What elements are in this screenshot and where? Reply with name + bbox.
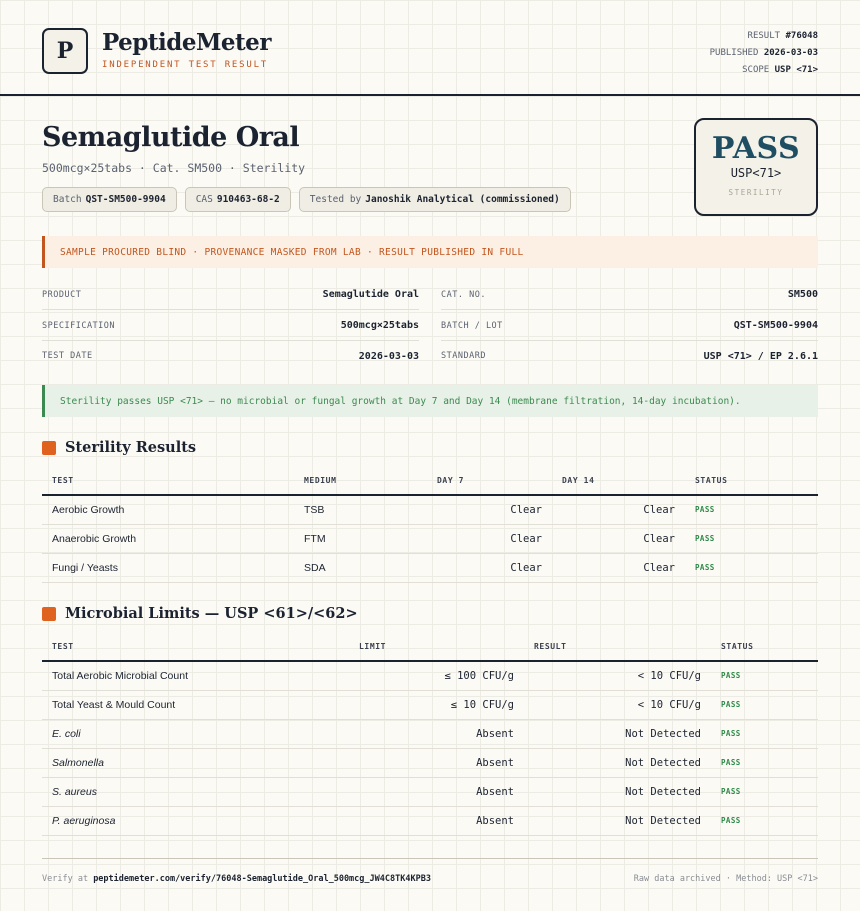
- report-meta: [710, 28, 818, 79]
- result: Not Detected: [524, 806, 711, 835]
- result: < 10 CFU/g: [524, 661, 711, 690]
- logo-icon: P: [42, 28, 88, 74]
- result: < 10 CFU/g: [524, 690, 711, 719]
- verdict-result: PASS: [711, 131, 801, 166]
- col-day7: DAY 7: [427, 467, 552, 495]
- status-badge: PASS: [711, 690, 818, 719]
- status-badge: PASS: [711, 719, 818, 748]
- product-chips: [42, 187, 571, 212]
- spec-row-batch: BATCH / LOT QST-SM500-9904: [441, 311, 818, 341]
- status-badge: PASS: [711, 806, 818, 835]
- col-limit: LIMIT: [349, 633, 524, 661]
- test-name: Aerobic Growth: [42, 495, 294, 524]
- limit: Absent: [349, 748, 524, 777]
- table-row: [42, 553, 818, 582]
- verdict-standard: USP<71>: [730, 166, 782, 180]
- test-name: Total Aerobic Microbial Count: [42, 661, 349, 690]
- day14-result: Clear: [552, 553, 685, 582]
- test-name: Fungi / Yeasts: [42, 553, 294, 582]
- table-row: [42, 690, 818, 719]
- test-name: S. aureus: [42, 777, 349, 806]
- result: Not Detected: [524, 719, 711, 748]
- cas-chip: CAS 910463-68-2: [185, 187, 291, 212]
- test-name: Total Yeast & Mould Count: [42, 690, 349, 719]
- section-marker-icon: [42, 441, 56, 455]
- test-name: Anaerobic Growth: [42, 524, 294, 553]
- test-name: E. coli: [42, 719, 349, 748]
- spec-row-cat-no: CAT. NO. SM500: [441, 280, 818, 310]
- col-medium: MEDIUM: [294, 467, 427, 495]
- table-header-row: [42, 467, 818, 495]
- table-header-row: [42, 633, 818, 661]
- limit: ≤ 100 CFU/g: [349, 661, 524, 690]
- medium: SDA: [294, 553, 427, 582]
- status-badge: PASS: [685, 495, 818, 524]
- product-title: Semaglutide Oral: [42, 122, 300, 153]
- result: Not Detected: [524, 777, 711, 806]
- footer-divider: [42, 858, 818, 859]
- verdict-card: [694, 118, 818, 216]
- verify-text: Verify at peptidemeter.com/verify/76048-Semaglutide_Oral_500mcg_JW4C8TK4KPB3: [42, 874, 431, 884]
- table-row: [42, 777, 818, 806]
- limit: Absent: [349, 777, 524, 806]
- status-badge: PASS: [711, 748, 818, 777]
- blind-sampling-notice: SAMPLE PROCURED BLIND · PROVENANCE MASKED FROM LAB · RESULT PUBLISHED IN FULL: [42, 236, 818, 268]
- verify-link[interactable]: peptidemeter.com/verify/76048-Semaglutide_Oral_500mcg_JW4C8TK4KPB3: [93, 874, 431, 884]
- table-row: [42, 495, 818, 524]
- medium: TSB: [294, 495, 427, 524]
- product-subtitle: 500mcg×25tabs · Cat. SM500 · Sterility: [42, 161, 306, 175]
- col-test: TEST: [42, 467, 294, 495]
- test-name: Salmonella: [42, 748, 349, 777]
- table-row: [42, 661, 818, 690]
- microbial-section-title: Microbial Limits — USP <61>/<62>: [65, 605, 358, 622]
- published-date: PUBLISHED 2026-03-03: [709, 48, 818, 58]
- tested-by-chip: Tested by Janoshik Analytical (commissioned): [299, 187, 571, 212]
- day7-result: Clear: [427, 553, 552, 582]
- day14-result: Clear: [552, 524, 685, 553]
- result-id: RESULT #76048: [747, 31, 818, 41]
- microbial-section-header: [42, 605, 358, 622]
- table-row: [42, 748, 818, 777]
- limit: Absent: [349, 806, 524, 835]
- brand-tagline: INDEPENDENT TEST RESULT: [102, 60, 269, 70]
- sterility-table: [42, 467, 818, 583]
- table-row: [42, 719, 818, 748]
- limit: ≤ 10 CFU/g: [349, 690, 524, 719]
- scope: SCOPE USP <71>: [742, 65, 818, 75]
- col-status: STATUS: [711, 633, 818, 661]
- limit: Absent: [349, 719, 524, 748]
- col-result: RESULT: [524, 633, 711, 661]
- status-badge: PASS: [685, 524, 818, 553]
- sterility-section-header: [42, 439, 196, 456]
- spec-row-specification: SPECIFICATION 500mcg×25tabs: [42, 311, 419, 341]
- status-badge: PASS: [685, 553, 818, 582]
- section-marker-icon: [42, 607, 56, 621]
- status-badge: PASS: [711, 661, 818, 690]
- status-badge: PASS: [711, 777, 818, 806]
- medium: FTM: [294, 524, 427, 553]
- col-day14: DAY 14: [552, 467, 685, 495]
- batch-chip: Batch QST-SM500-9904: [42, 187, 177, 212]
- spec-row-standard: STANDARD USP <71> / EP 2.6.1: [441, 350, 818, 362]
- footer-method: Raw data archived · Method: USP <71>: [633, 874, 818, 884]
- verdict-scope: STERILITY: [728, 188, 784, 197]
- sterility-summary-note: Sterility passes USP <71> — no microbial or fungal growth at Day 7 and Day 14 (membrane filtration, 14-day incubation).: [42, 385, 818, 417]
- table-row: [42, 524, 818, 553]
- col-status: STATUS: [685, 467, 818, 495]
- day14-result: Clear: [552, 495, 685, 524]
- microbial-table: [42, 633, 818, 836]
- test-name: P. aeruginosa: [42, 806, 349, 835]
- report-header: [0, 0, 860, 96]
- spec-row-test-date: TEST DATE 2026-03-03: [42, 350, 419, 362]
- col-test: TEST: [42, 633, 349, 661]
- spec-row-product: PRODUCT Semaglutide Oral: [42, 280, 419, 310]
- brand-name: PeptideMeter: [102, 29, 271, 56]
- sterility-section-title: Sterility Results: [65, 439, 197, 456]
- result: Not Detected: [524, 748, 711, 777]
- day7-result: Clear: [427, 524, 552, 553]
- table-row: [42, 806, 818, 835]
- day7-result: Clear: [427, 495, 552, 524]
